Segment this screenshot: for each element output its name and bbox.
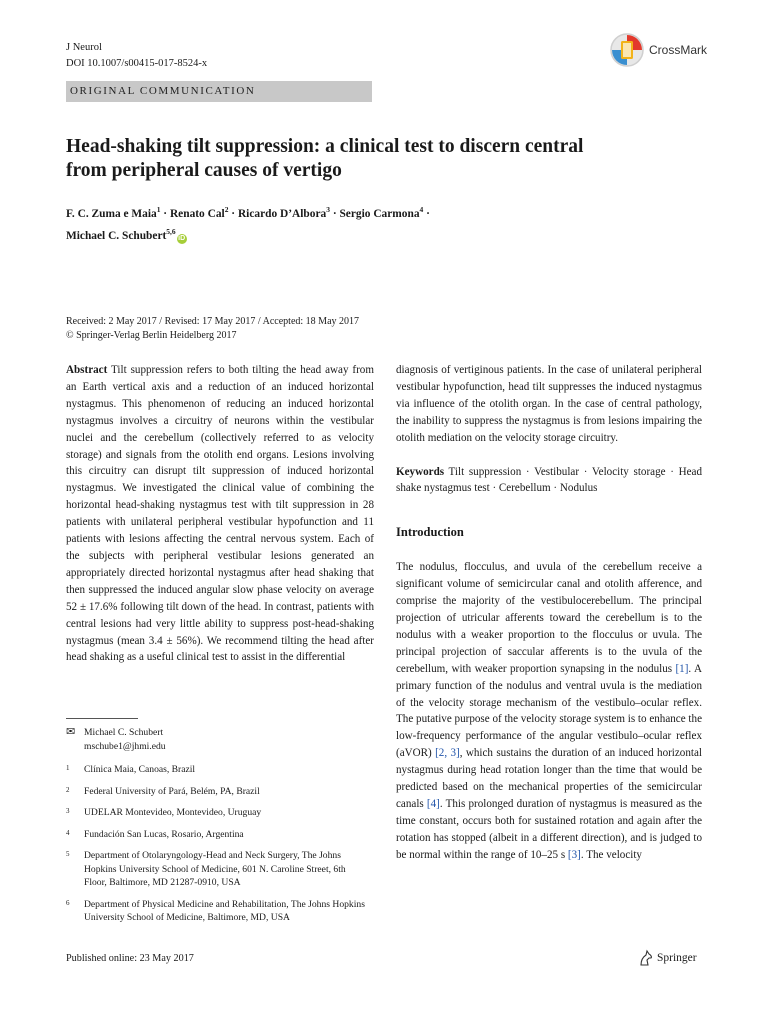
author[interactable]: Ricardo D’Albora$^3$ bbox=[237, 205, 330, 220]
author[interactable]: Renato Cal$^2$ bbox=[169, 205, 229, 220]
published-online: Published online: 23 May 2017 bbox=[66, 953, 194, 964]
citation-link[interactable]: [3] bbox=[567, 848, 581, 861]
copyright: © Springer-Verlag Berlin Heidelberg 2017 bbox=[66, 330, 237, 341]
citation-link[interactable]: [4] bbox=[426, 797, 440, 810]
right-column bbox=[396, 362, 702, 864]
corresponding-author: Michael C. Schubert bbox=[84, 727, 164, 738]
abstract-continued: diagnosis of vertiginous patients. In the case of unilateral peripheral vestibular hypofunction, head tilt suppresses the induced nystagmus via influence of the otolith organ. In the case of central pathology, the inability to suppress the nystagmus is from lesions impairing the otolith mediation on the velocity storage circuitry. bbox=[396, 364, 702, 444]
keywords bbox=[396, 464, 702, 498]
abstract bbox=[66, 362, 374, 666]
envelope-icon: ✉ bbox=[66, 726, 76, 738]
email-link[interactable]: mschube1@jhmi.edu bbox=[84, 740, 166, 752]
correspondence bbox=[66, 726, 366, 753]
keywords-heading: Keywords bbox=[396, 465, 445, 478]
journal-name: J Neurol bbox=[66, 42, 102, 53]
springer-logo bbox=[638, 949, 697, 967]
article-title bbox=[66, 135, 666, 183]
title-line-1: Head-shaking tilt suppression: a clinical test to discern central bbox=[66, 136, 584, 157]
springer-horse-icon bbox=[638, 949, 654, 967]
author[interactable]: Michael C. Schubert$^{5,6}$ bbox=[66, 226, 176, 242]
introduction-heading: Introduction bbox=[396, 525, 464, 540]
footnote-divider bbox=[66, 718, 138, 719]
abstract-heading: Abstract bbox=[66, 364, 108, 376]
affiliation: 1 Clínica Maia, Canoas, Brazil bbox=[66, 764, 196, 775]
journal-header bbox=[66, 40, 207, 72]
crossmark-label: CrossMark bbox=[649, 43, 708, 57]
crossmark-icon bbox=[609, 32, 645, 68]
publication-dates bbox=[66, 315, 359, 343]
affiliation: 2 Federal University of Pará, Belém, PA, Brazil bbox=[66, 785, 260, 797]
title-line-2: from peripheral causes of vertigo bbox=[66, 160, 342, 181]
affiliation: 3 UDELAR Montevideo, Montevideo, Uruguay bbox=[66, 807, 262, 818]
crossmark-badge[interactable] bbox=[609, 32, 707, 68]
affiliation: 6 Department of Physical Medicine and Rehabilitation, The Johns Hopkins University School of Medicine, Baltimore, MD, USA bbox=[66, 898, 365, 923]
doi: DOI 10.1007/s00415-017-8524-x bbox=[66, 58, 208, 69]
author[interactable]: F. C. Zuma e Maia$^1$ bbox=[66, 205, 161, 220]
author[interactable]: Sergio Carmona$^4$ bbox=[339, 205, 424, 220]
article-category: ORIGINAL COMMUNICATION bbox=[66, 81, 372, 102]
affiliation: 4 Fundación San Lucas, Rosario, Argentina bbox=[66, 828, 244, 840]
abstract-text: Tilt suppression refers to both tilting the head away from an Earth vertical axis and a reduction of an induced horizontal nystagmus. This phenomenon of reducing an induced horizontal nystagmus involves a circuitry of neurons within the vestibular nuclei and the cerebellum (collectively referred to as velocity storage) and signals from the otolith end organs. Lesions involving this circuitry can disrupt tilt suppression of induced horizontal nystagmus. We investigated the clinical value of combining the horizontal head-shaking nystagmus test with tilt suppression in 28 patients with unilateral peripheral vestibular hypofunction and 11 patients with lesions affecting the central nervous system. Each of the subjects with peripheral vestibular lesions generated an appropriately directed horizontal nystagmus after head shaking that then suppressed the induced angular slow phase velocity on average 52 ± 17.6% following tilt down of the head. In contrast, patients with central lesions had very little ability to suppress post-head-shaking nystagmus (mean 3.4 ± 56%). We recommend tilting the head after head shaking as a useful clinical test to assist in the differential bbox=[66, 364, 374, 664]
introduction-text: The nodulus, flocculus, and uvula of the cerebellum receive a significant volume of semicircular canal and otolith afference, and comprise the majority of the vestibulocerebellum. The principal projection of utricular afferents toward the cerebellum is to the nodulus with a weaker proportion to the flocculus or uvula. The principal projection of saccular afferents is to the uvula of the cerebellum, with weaker proportion synapsing in the nodulus [1]. A primary function of the nodulus and ventral uvula is the mediation of the velocity storage mechanism of the vestibulo–ocular reflex. The putative purpose of the velocity storage system is to enhance the low-frequency performance of the angular vestibulo–ocular reflex (aVOR) [2, 3], which sustains the duration of an induced horizontal nystagmus during head rotation longer than the time that would be predicted based on the mechanical properties of the semicircular canals [4]. This prolonged duration of nystagmus is measured as the time constant, occurs both for sustained rotation and again after the rotation has stopped (albeit in a different direction), and is judged to be normal within the range of 10–25 s [3]. The velocity bbox=[396, 561, 702, 861]
author-list: F. C. Zuma e Maia$^1$ · Renato Cal$^2$ · Ricardo D’Albora$^3$ · Sergio Carmona$^4$ · Michael C. Schubert$^{5,6}$iD bbox=[66, 205, 430, 242]
history-dates: Received: 2 May 2017 / Revised: 17 May 2017 / Accepted: 18 May 2017 bbox=[66, 316, 360, 327]
citation-link[interactable]: [1] bbox=[675, 662, 689, 675]
keywords-text: Tilt suppression · Vestibular · Velocity storage · Head shake nystagmus test · Cerebellum · Nodulus bbox=[396, 465, 702, 495]
footnotes bbox=[66, 726, 366, 933]
publisher-name: Springer bbox=[657, 952, 697, 964]
orcid-icon[interactable]: iD bbox=[178, 234, 186, 242]
abstract-column bbox=[66, 362, 374, 666]
affiliation: 5 Department of Otolaryngology-Head and Neck Surgery, The Johns Hopkins University School of Medicine, 601 N. Caroline Street, 6th Floor, Baltimore, MD 21287-0910, USA bbox=[66, 850, 346, 888]
citation-link[interactable]: [2, 3] bbox=[435, 747, 460, 760]
